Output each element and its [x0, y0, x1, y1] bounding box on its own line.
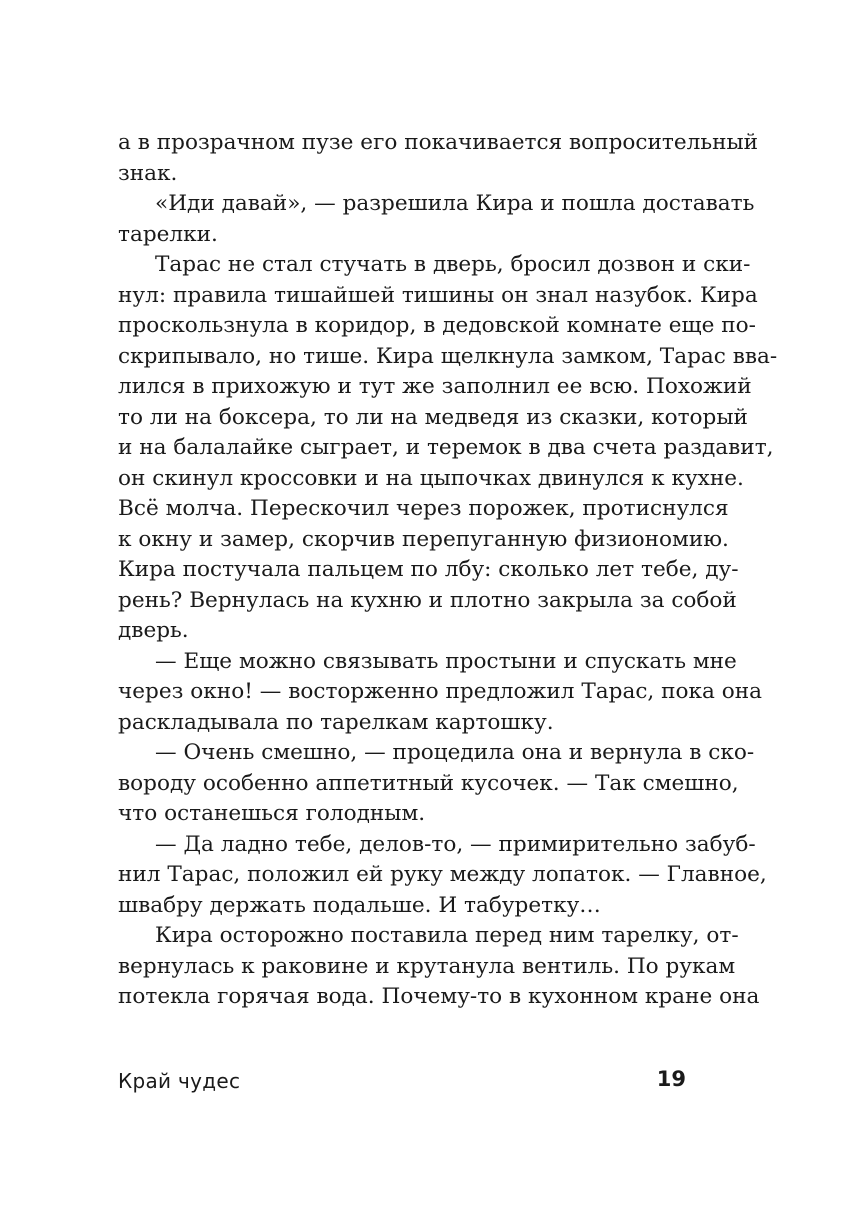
text-line: Тарас не стал стучать в дверь, бросил дозвон и ски- [155, 252, 751, 277]
text-line: лился в прихожую и тут же заполнил ее всю. Похожий [118, 374, 752, 399]
text-line: рень? Вернулась на кухню и плотно закрыла за собой [118, 587, 737, 613]
text-line: то ли на боксера, то ли на медведя из сказки, который [118, 404, 748, 430]
text-line: — Да ладно тебе, делов-то, — примирительно забуб- [155, 831, 756, 857]
text-line: Всё молча. Перескочил через порожек, протиснулся [118, 496, 729, 521]
text-line: он скинул кроссовки и на цыпочках двинулся к кухне. [118, 465, 744, 491]
text-line: Кира постучала пальцем по лбу: сколько лет тебе, ду- [118, 557, 739, 582]
text-line: скрипывало, но тише. Кира щелкнула замком, Тарас вва- [118, 343, 778, 369]
text-line: проскользнула в коридор, в дедовской комнате еще по- [118, 313, 756, 338]
text-line: нул: правила тишайшей тишины он знал назубок. Кира [118, 282, 758, 308]
text-line: а в прозрачном пузе его покачивается вопросительный [118, 130, 759, 155]
text-line: знак. [118, 160, 178, 186]
text-line: — Еще можно связывать простыни и спускать мне [155, 648, 737, 674]
text-line: вороду особенно аппетитный кусочек. — Так смешно, [118, 770, 739, 796]
text-line: вернулась к раковине и крутанула вентиль. По рукам [118, 953, 736, 979]
text-line: нил Тарас, положил ей руку между лопаток. — Главное, [118, 862, 767, 887]
text-line: швабру держать подальше. И табуретку… [118, 892, 601, 918]
text-line: — Очень смешно, — процедила она и вернула в ско- [155, 740, 755, 765]
text-line: тарелки. [118, 221, 218, 247]
body-text [118, 128, 778, 1013]
text-line: что останешься голодным. [118, 801, 426, 826]
page-number: 19 [656, 1067, 686, 1091]
text-line: к окну и замер, скорчив перепуганную физиономию. [118, 526, 729, 552]
text-line: раскладывала по тарелкам картошку. [118, 709, 554, 735]
running-footer-title: Край чудес [118, 1069, 241, 1093]
text-line: дверь. [118, 618, 189, 643]
text-line: через окно! — восторженно предложил Тарас, пока она [118, 679, 763, 704]
text-line: и на балалайке сыграет, и теремок в два счета раздавит, [118, 435, 774, 460]
text-line: Кира осторожно поставила перед ним тарелку, от- [155, 923, 739, 948]
text-line: потекла горячая вода. Почему-то в кухонном кране она [118, 984, 760, 1009]
text-line: «Иди давай», — разрешила Кира и пошла доставать [155, 191, 755, 216]
